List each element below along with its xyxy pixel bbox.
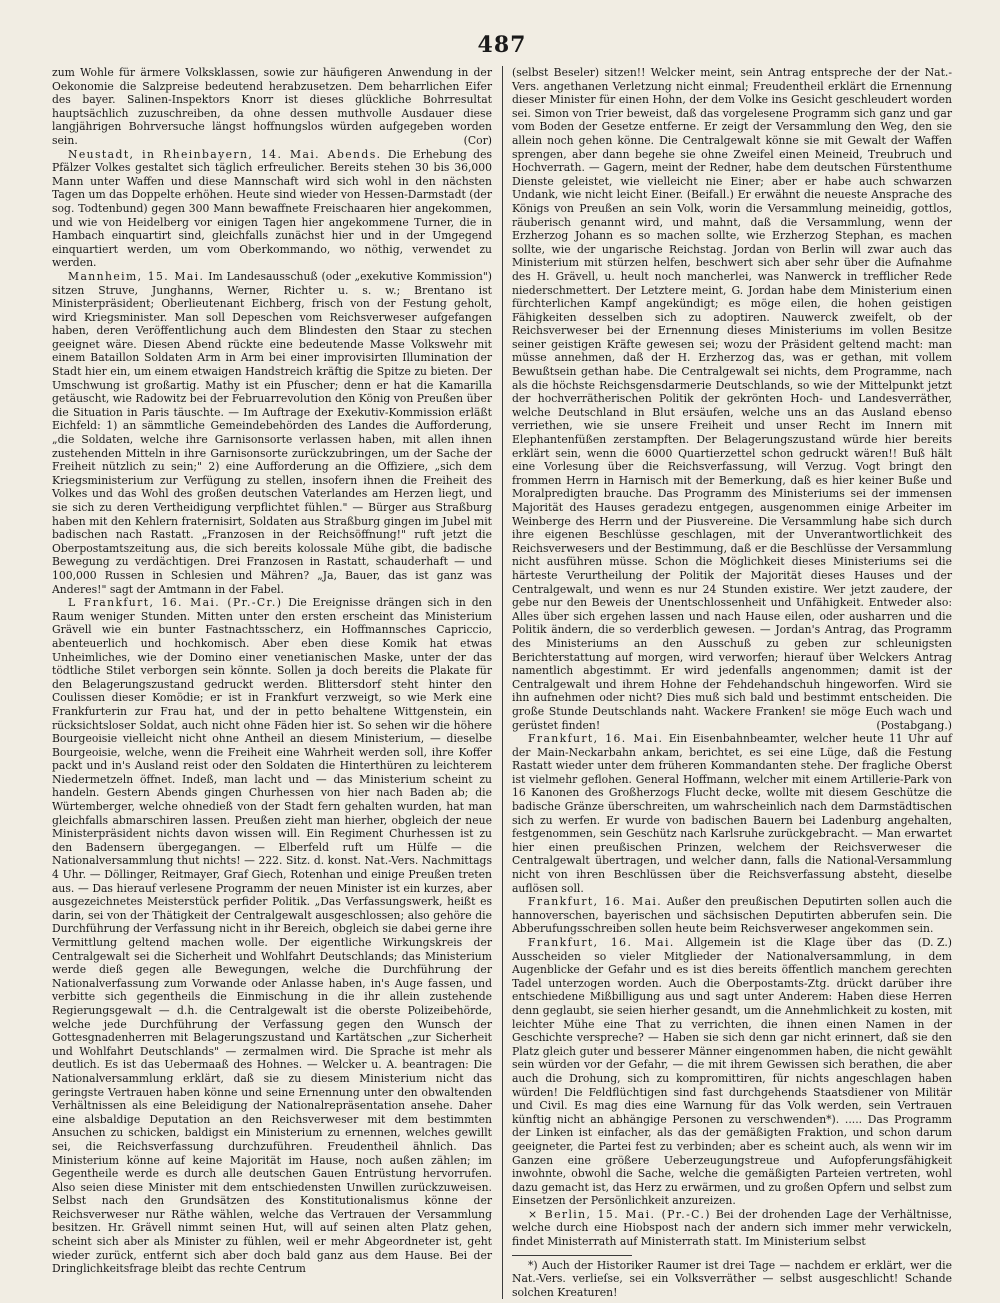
paragraph-text: Außer den preußischen Deputirten sollen auch die hannoverschen, bayerischen und sächsischen Deputirten abberufen sein. Die Abberufungsschreiben sollen heute beim Reichsverweser angekommen sein. (512, 895, 953, 936)
paragraph-text: Im Landesausschuß (oder „exekutive Kommission") sitzen Struve, Junghanns, Werner, Richter u. s. w.; Brentano ist Ministerpräsident; Oberlieutenant Eichberg, frisch von der Festung geholt, wird Kriegsminister. Man soll Depeschen vom Reichsverweser aufgefangen haben, deren Veröffentlichung auch dem Blindesten den Staar zu stechen geeignet wäre. Diesen Abend rückte eine bedeutende Masse Volkswehr mit einem Bataillon Soldaten Arm in Arm bei einer improvisirten Illumination der Stadt hier ein, um einem etwaigen Handstreich kräftig die Spitze zu bieten. Der Umschwung ist großartig. Mathy ist ein Pfuscher; denn er hat die Kamarilla getäuscht, wie Radowitz bei der Februarrevolution den König von Preußen über die Situation in Paris täuschte. — Im Auftrage der Exekutiv-Kommission erläßt Eichfeld: 1) an sämmtliche Gemeindebehörden des Landes die Aufforderung, „die Soldaten, welche ihre Garnisonsorte verlassen haben, mit allen ihnen zustehenden Mitteln in ihre Garnisonsorte zurückzubringen, um der Sache der Freiheit nützlich zu sein;" 2) eine Aufforderung an die Offiziere, „sich dem Kriegsministerium zur Verfügung zu stellen, insofern ihnen die Freiheit des Volkes und das Wohl des großen deutschen Vaterlandes am Herzen liegt, und sie sich zu deren Vertheidigung verpflichtet fühlen." — Bürger aus Straßburg haben mit den Kehlern fraternisirt, Soldaten aus Straßburg gingen im Jubel mit badischen nach Rastatt. „Franzosen in der Reichsöffnung!" ruft jetzt die Oberpostamtszeitung aus, die sich bereits kolossale Mühe gibt, die badische Bewegung zu verdächtigen. Drei Franzosen in Rastatt, schauderhaft — und 100,000 Russen in Schlesien und Mähren? „Ja, Bauer, das ist ganz was Anderes!" sagt der Amtmann in der Fabel. (52, 269, 492, 596)
paragraph-text: Die Ereignisse drängen sich in den Raum weniger Stunden. Mitten unter den ersten erscheint das Ministerium Grävell wie ein bunter Fastnachtsscherz, ein Hoffmannsches Capriccio, abenteuerlich und hochkomisch. Aber eben diese Komik hat etwas Unheimliches, wie der Domino einer venetianischen Maske, unter der das tödtliche Stilet verborgen sein könnte. Sollen ja doch bereits die Plakate für den Belagerungszustand gedruckt werden. Blittersdorf steht hinter den Coulissen dieser Komödie; er ist in Frankfurt verzweigt, so wie Merk eine Frankfurterin zur Frau hat, und der in petto behaltene Wittgenstein, ein rücksichtsloser Soldat, auch nicht ohne Fäden hier ist. So sehen wir die höhere Bourgeoisie vielleicht nicht ohne Antheil an diesem Ministerium, — dieselbe Bourgeoisie, welche, wenn die Freiheit eine Wahrheit werden soll, ihre Koffer packt und in's Ausland reist oder den Soldaten die Hinterthüren zu leichterem Niedermetzeln öffnet. Indeß, man lacht und — das Ministerium scheint zu handeln. Gestern Abends gingen Churhessen von hier nach Baden ab; die Würtemberger, welche ohnedieß von der Stadt fern gehalten wurden, hat man gleichfalls abmarschiren lassen. Preußen zieht man hierher, obgleich der neue Ministerpräsident nichts davon wissen will. Ein Regiment Churhessen ist zu den Badensern übergegangen. — Elberfeld ruft um Hülfe — die Nationalversammlung thut nichts! — 222. Sitz. d. konst. Nat.-Vers. Nachmittags 4 Uhr. — Döllinger, Reitmayer, Graf Giech, Rotenhan und einige Preußen treten aus. — Das hierauf verlesene Programm der neuen Minister ist ein kurzes, aber ausgezeichnetes Meisterstück perfider Politik. „Das Verfassungswerk, heißt es darin, sei von der Thätigkeit der Centralgewalt ausgeschlossen; also gehöre die Durchführung der Verfassung nicht in ihr Bereich, obgleich sie dabei gerne ihre Vermittlung geltend machen wolle. Der eigentliche Wirkungskreis der Centralgewalt sei die Sicherheit und Wohlfahrt Deutschlands; das Ministerium werde dieß gegen alle Bewegungen, welche die Durchführung der Nationalverfassung zum Vorwande oder Anlasse haben, in's Auge fassen, und verbitte sich gegentheils die Einmischung in die ihr allein zustehende Regierungsgewalt — d.h. die Centralgewalt ist die oberste Polizeibehörde, welche jede Durchführung der Verfassung gegen den Wunsch der Gottesgnadenherren mit Belagerungszustand und Kartätschen „zur Sicherheit und Wohlfahrt Deutschlands" — zermalmen wird. Die Sprache ist mehr als deutlich. Es ist das Uebermaaß des Hohnes. — Welcker u. A. beantragen: Die Nationalversammlung erklärt, daß sie zu diesem Ministerium nicht das geringste Vertrauen haben könne und seine Ernennung unter den obwaltenden Verhältnissen als eine Beleidigung der Nationalrepräsentation ansehe. Daher eine alsbaldige Deputation an den Reichsverweser mit dem bestimmten Ansuchen zu schicken, baldigst ein Ministerium zu ernennen, welches gewillt sei, die Reichsverfassung durchzuführen. Freudentheil ähnlich. Das Ministerium könne auf keine Majorität im Hause, noch außen zählen; im Gegentheile werde es durch alle deutschen Gauen Entrüstung hervorrufen. Also seien diese Minister mit dem entschiedensten Unwillen zurückzuweisen. Selbst nach den Grundsätzen des Konstitutionalismus könne der Reichsverweser nur Räthe wählen, welche das Vertrauen der Versammlung besitzen. Hr. Grävell nimmt seinen Hut, will auf seinen alten Platz gehen, scheint sich aber als Minister zu fühlen, weil er mehr Abgeordneter ist, geht wieder zurück, entfernt sich aber doch bald ganz aus dem Hause. Bei der Dringlichkeitsfrage bleibt das rechte Centrum (52, 596, 492, 1276)
article-paragraph (512, 895, 953, 949)
dateline: × Berlin, 15. Mai. (Pr.-C.) (528, 1207, 711, 1221)
paragraph-text: zum Wohle für ärmere Volksklassen, sowie zur häufigeren Anwendung in der Oekonomie die Salzpreise bedeutend herabzusetzen. Dem beharrlichen Eifer des bayer. Salinen-Inspektors Knorr ist dieses glückliche Bohrresultat hauptsächlich zuzuschreiben, da ohne dessen muthvolle Ausdauer diese langjährigen Bohrversuche längst hoffnungslos würden aufgegeben worden sein. (52, 66, 492, 147)
article-columns (52, 66, 952, 1299)
paragraph-text: Bei der drohenden Lage der Verhältnisse, welche durch eine Hiobspost nach der andern sich immer mehr verwickeln, findet Ministerrath auf Ministerrath statt. Im Ministerium selbst (512, 1207, 953, 1249)
footnote: *) Auch der Historiker Raumer ist drei Tage — nachdem er erklärt, wer die Nat.-Vers. verlieſse, sei ein Volksverräther — selbst ausgeschlicht! Schande solchen Kreaturen! (512, 1258, 952, 1299)
dateline: Frankfurt, 16. Mai. (528, 732, 664, 746)
article-paragraph (52, 596, 492, 1276)
page-number: 487 (477, 32, 527, 58)
article-paragraph (52, 270, 492, 596)
paragraph-text: Allgemein ist die Klage über das Ausscheiden so vieler Mitglieder der Nationalversammlung, in dem Augenblicke der Gefahr und es ist dies bereits öffentlich manchem gerechten Tadel unterzogen worden. Auch die Oberpostamts-Ztg. drückt darüber ihre entschiedene Mißbilligung aus und sagt unter Anderem: Haben diese Herren denn geglaubt, sie seien hierher gesandt, um die Annehmlichkeit zu kosten, mit leichter Mühe eine That zu verrichten, die ihnen einen Namen in der Geschichte verspreche? — Haben sie sich denn gar nicht erinnert, daß sie den Platz gleich guter und besserer Männer eingenommen haben, die nicht gewählt sein würden vor der Gefahr, — die mit ihrem Gewissen sich berathen, die aber auch die Drohung, sich zu kompromittiren, für nichts angeschlagen haben würden! Die Feldflüchtigen sind fast durchgehends Staatsdiener von Militär und Civil. Es mag dies eine Warnung für das Volk werden, sein Vertrauen künftig nicht an abhängige Personen zu verschwenden*). ..... Das Programm der Linken ist einfacher, als das der gemäßigten Fraktion, und schon darum geeigneter, die Partei fest zu verbinden; aber es scheint auch, als wenn wir im Ganzen eine größere Ueberzeugungstreue und Aufopferungsfähigkeit inwohnte, obwohl die Sache, welche die gemäßigten Parteien vertreten, wohl dazu gemacht ist, das Herz zu erwärmen, und zu großen Opfern und selbst zum Einsetzen der Persönlichkeit anzureizen. (512, 936, 952, 1208)
left-column (52, 66, 492, 1299)
article-paragraph (52, 148, 492, 270)
footnote-separator (512, 1255, 632, 1256)
dateline: Frankfurt, 16. Mai. (528, 895, 663, 909)
article-paragraph (512, 1208, 952, 1249)
dateline: Frankfurt, 16. Mai. (528, 936, 675, 949)
column-divider (502, 66, 503, 1299)
article-paragraph (512, 732, 952, 895)
paragraph-text: (selbst Beseler) sitzen!! Welcker meint, sein Antrag entspreche der der Nat.-Vers. angethanen Verletzung nicht einmal; Freudentheil erklärt die Ernennung dieser Minister für einen Hohn, der dem Volke ins Gesicht geschleudert worden sei. Simon von Trier beweist, daß das vorgelesene Programm sich ganz und gar vom Boden der Gesetze entferne. Er zeigt der Versammlung den Weg, den sie allein noch gehen könne. Die Centralgewalt könne sie mit Gewalt der Waffen sprengen, aber dann begehe sie ohne Zweifel einen Meineid, Treubruch und Hochverrath. — Gagern, meint der Redner, habe dem deutschen Fürstenthume Dienste geleistet, wie vielleicht nie Einer; aber er habe auch schwarzen Undank, wie nicht leicht Einer. (Beifall.) Er erwähnt die neueste Ansprache des Königs von Preußen an sein Volk, worin die Versammlung meineidig, gottlos, räuberisch genannt wird, und mahnt, daß die Versammlung, wenn der Erzherzog Johann es so machen sollte, wie Erzherzog Stephan, es machen sollte, wie der ungarische Reichstag. Jordan von Berlin will zwar auch das Ministerium mit stürzen helfen, beschwert sich aber sehr über die Aufnahme des H. Grävell, u. heult noch mancherlei, was Nanwerck in trefflicher Rede niederschmettert. Der Letztere meint, G. Jordan habe dem Ministerium einen fürchterlichen Kampf angekündigt; es möge eilen, die hohen geistigen Fähigkeiten desselben sich zu adoptiren. Nauwerck zweifelt, ob der Reichsverweser bei der Ernennung dieses Ministeriums im vollen Besitze seiner geistigen Kräfte gewesen sei; wozu der Präsident geltend macht: man müsse annehmen, daß der H. Erzherzog das, was er gethan, mit vollem Bewußtsein gethan habe. Die Centralgewalt sei nichts, dem Programme, nach als die höchste Reichsgensdarmerie Deutschlands, so wie der Mittelpunkt jetzt der hochverrätherischen Politik der gekrönten Hoch- und Landesverräther, welche Deutschland in Blut ersäufen, welche uns an das Ausland ebenso verriethen, wie sie unsere Freiheit und unser Recht im Innern mit Elephantenfüßen zerstampften. Der Belagerungszustand würde hier bereits erklärt sein, wenn die 6000 Quartierzettel schon gedruckt wären!! Buß hält eine Vorlesung über die Reichsverfassung, will Verzug. Vogt bringt den frommen Herrn in Harnisch mit der Bemerkung, daß es hier keiner Buße und Moralpredigten brauche. Das Programm des Ministeriums sei der immensen Majorität des Hauses geradezu entgegen, ausgenommen einige Arbeiter im Weinberge des Herrn und der Piusvereine. Die Versammlung habe sich durch ihre eigenen Beschlüsse geschlagen, mit der Unverantwortlichkeit des Reichsverwesers und der Bestimmung, daß er die Beschlüsse der Versammlung nicht ausführen müsse. Schon die Möglichkeit dieses Ministeriums sei die härteste Verurtheilung der Politik der Majorität dieses Hauses und der Centralgewalt, und wenn es nur 24 Stunden existire. Wer jetzt zaudere, der gebe nur den Beweis der Unentschlossenheit und Unfähigkeit. Entweder also: Alles über sich ergehen lassen und nach Hause eilen, oder ausharren und die Politik ändern, die so verderblich gewesen. — Jordan's Antrag, das Programm des Ministeriums an den Ausschuß zu geben zur schleunigsten Berichterstattung auf morgen, wird verworfen; hierauf über Welckers Antrag namentlich abgestimmt. Er wird jedenfalls angenommen; damit ist der Centralgewalt und ihrem Hohne der Fehdehandschuh hingeworfen. Wird sie ihn aufnehmen oder nicht? Dies muß sich bald und bestimmt entscheiden. Die große Stunde Deutschlands naht. Wackere Franken! sie möge Euch wach und gerüstet finden! (512, 66, 952, 732)
dateline: Neustadt, in Rheinbayern, 14. Mai. Abends. (68, 147, 382, 161)
dateline: L Frankfurt, 16. Mai. (Pr.-Cr.) (68, 596, 283, 610)
right-column (512, 66, 952, 1299)
dateline: Mannheim, 15. Mai. (68, 269, 205, 283)
paragraph-text: Ein Eisenbahnbeamter, welcher heute 11 Uhr auf der Main-Neckarbahn ankam, berichtet, es sei eine Lüge, daß die Festung Rastatt wieder unter dem früheren Kommandanten stehe. Der fragliche Oberst ist vielmehr geflohen. General Hoffmann, welcher mit einem Artillerie-Park von 16 Kanonen des Großherzogs Flucht decke, wollte mit diesem Geschütze die badische Gränze überschreiten, um wahrscheinlich nach dem Darmstädtischen sich zu werfen. Er wurde von badischen Bauern bei Ladenburg angehalten, festgenommen, sein Geschütz nach Karlsruhe zurückgebracht. — Man erwartet hier einen preußischen Prinzen, welchem der Reichsverweser die Centralgewalt übertragen, und welcher dann, falls die National-Versammlung nicht von ihren Beschlüssen über die Reichsverfassung absteht, dieselbe auflösen soll. (512, 732, 953, 895)
source-signature: (D. Z.) (917, 936, 952, 949)
article-paragraph (512, 66, 952, 732)
source-signature: (Postabgang.) (876, 718, 952, 732)
article-paragraph (512, 936, 952, 1208)
paragraph-text: Die Erhebung des Pfälzer Volkes gestaltet sich täglich erfreulicher. Bereits stehen 30 bis 36,000 Mann unter Waffen und diese Mannschaft wird sich wohl in den nächsten Tagen um das Doppelte erhöhen. Heute sind wieder von Hessen-Darmstadt (der sog. Todtenbund) gegen 300 Mann bewaffnete Freischaaren hier angekommen, und wie von Heidelberg vor einigen Tagen hier angekommene Turner, die in Hambach einquartirt sind, gleichfalls zunächst hier und in der Umgegend einquartiert werden, um vom Oberkommando, wo nöthig, verwendet zu werden. (52, 147, 492, 270)
article-paragraph (52, 66, 492, 148)
source-signature: (Cor) (463, 133, 492, 147)
